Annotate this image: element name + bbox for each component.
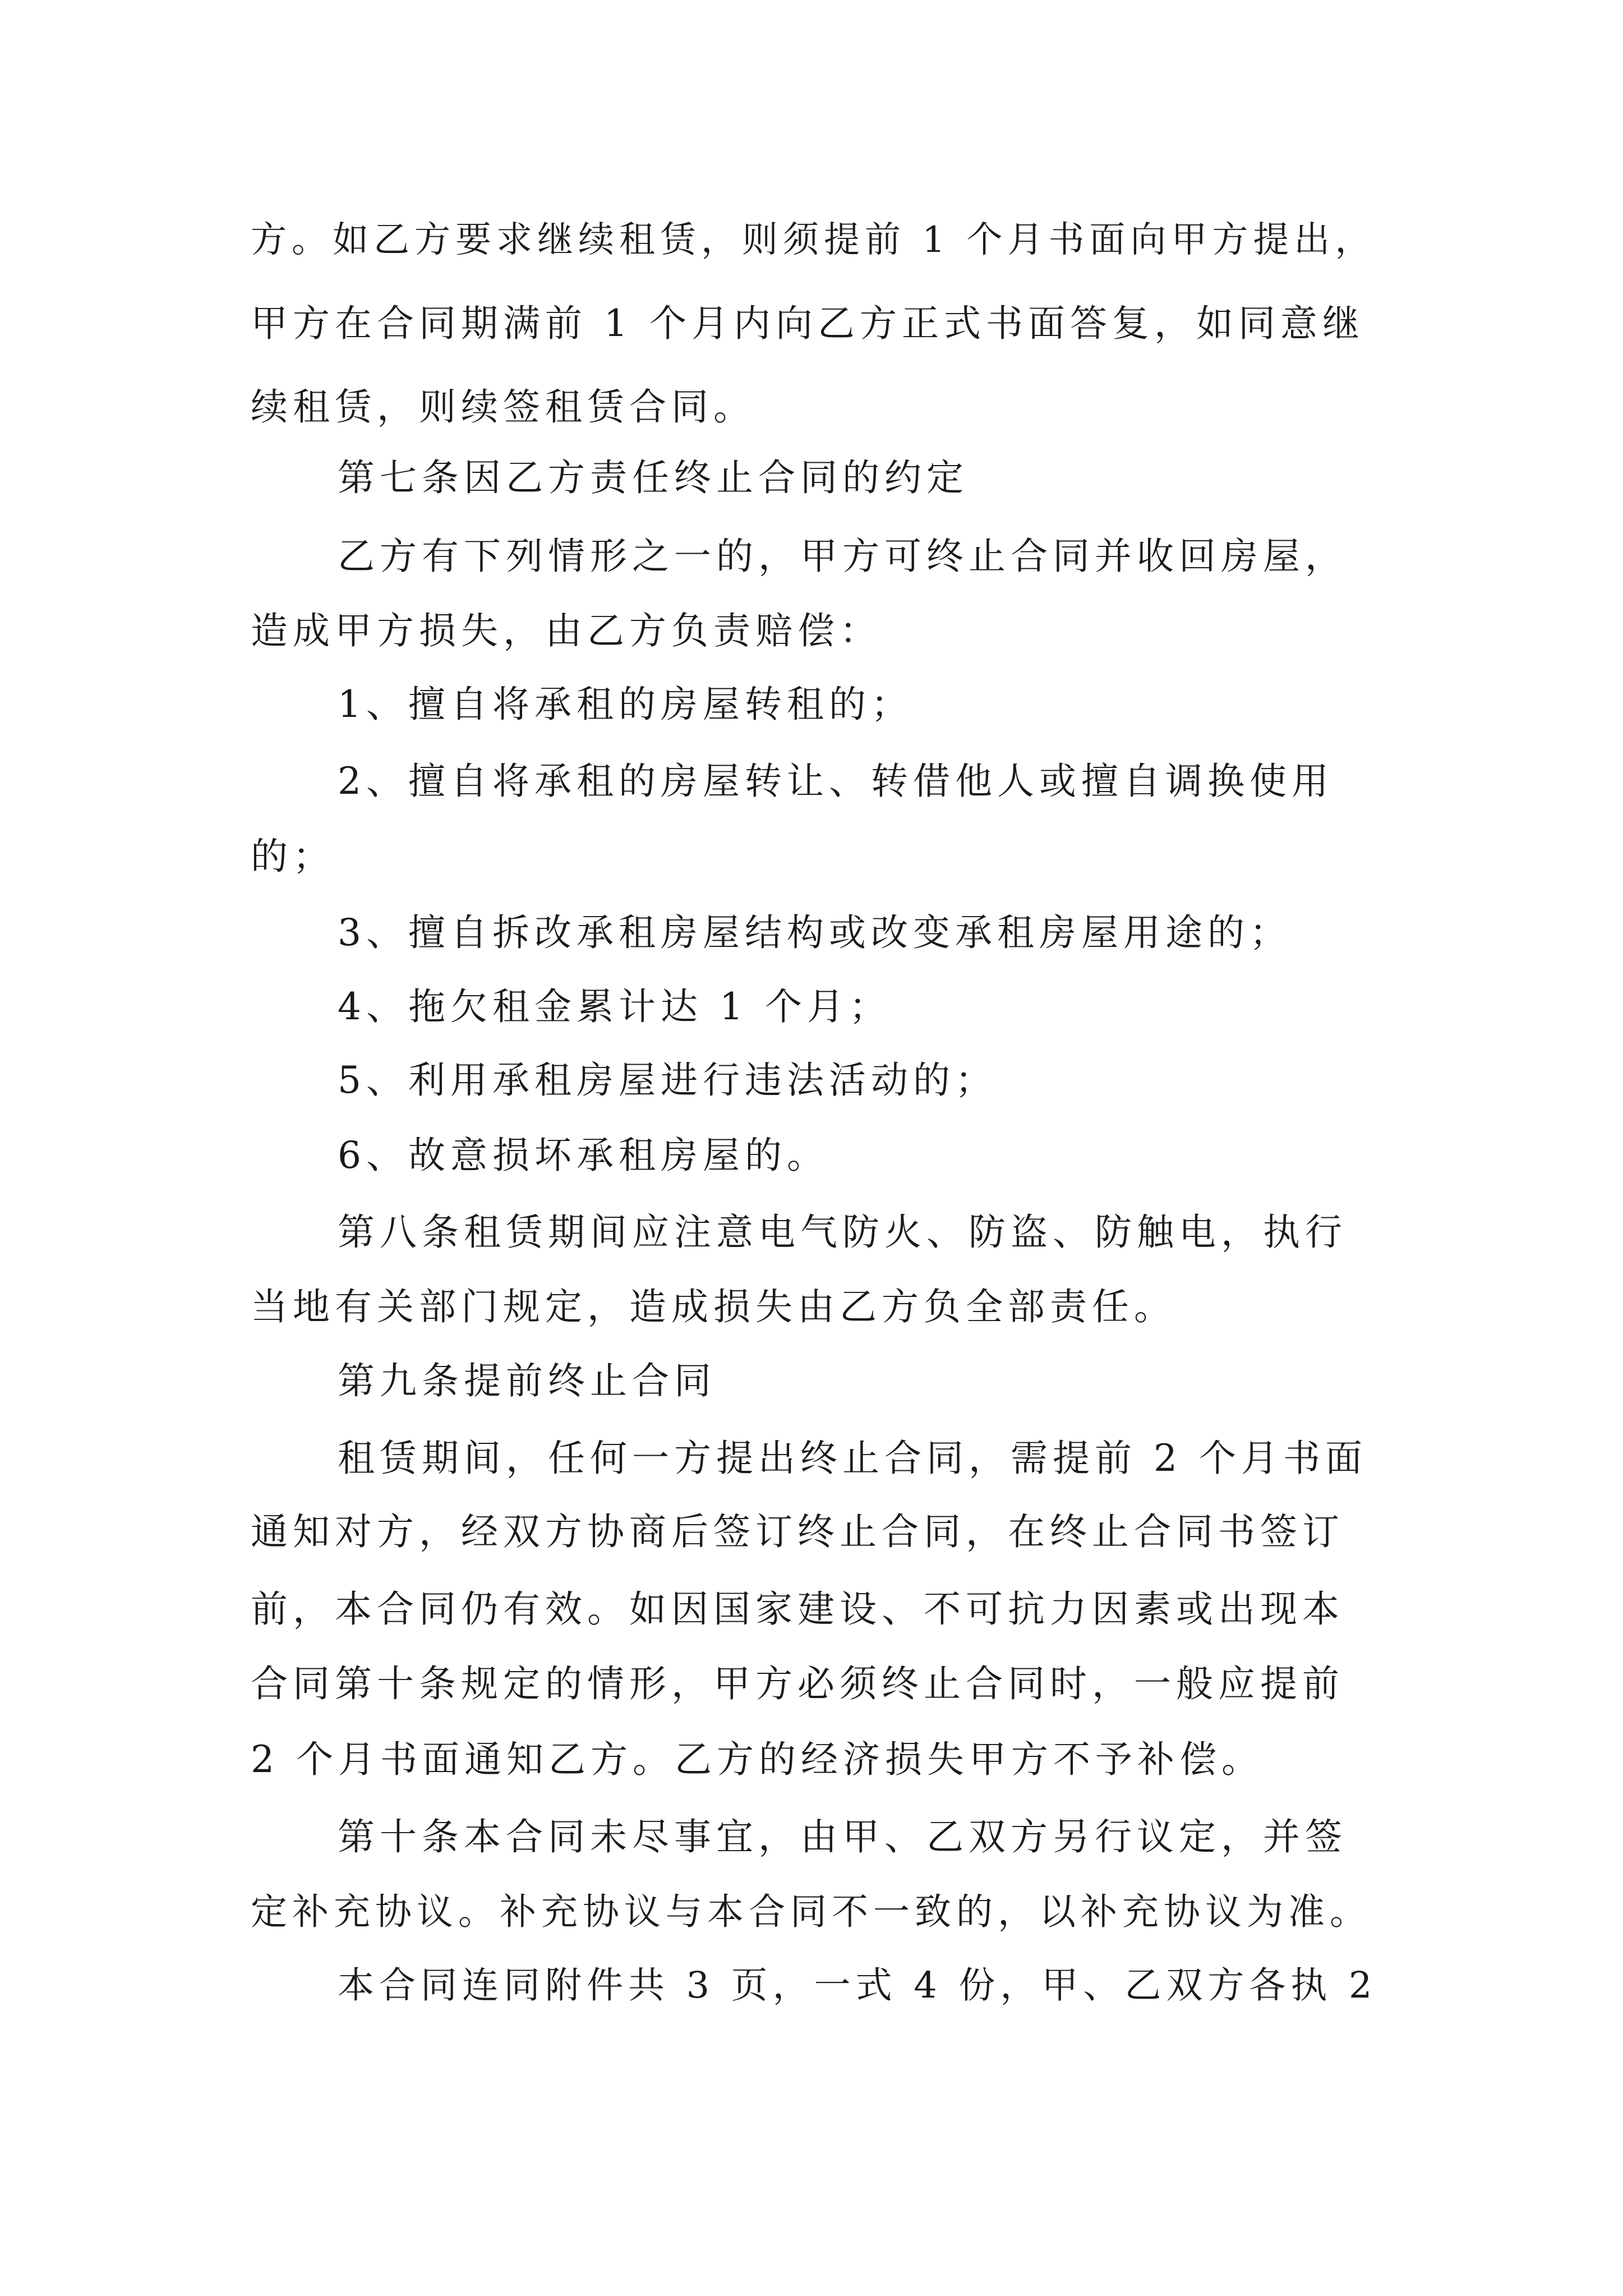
section-heading: 第八条租赁期间应注意电气防火、防盗、防触电，执行 — [338, 1211, 1347, 1254]
text-line: 定补充协议。补充协议与本合同不一致的，以补充协议为准。 — [251, 1891, 1372, 1933]
list-item: 5、利用承租房屋进行违法活动的； — [338, 1059, 997, 1102]
text-line: 当地有关部门规定，造成损失由乙方负全部责任。 — [251, 1285, 1176, 1328]
text-line: 本合同连同附件共 3 页，一式 4 份，甲、乙双方各执 2 — [338, 1964, 1377, 2007]
text-line: 的； — [251, 835, 335, 878]
text-line: 前，本合同仍有效。如因国家建设、不可抗力因素或出现本 — [251, 1588, 1344, 1631]
text-line: 租赁期间，任何一方提出终止合同，需提前 2 个月书面 — [338, 1437, 1367, 1480]
text-line: 通知对方，经双方协商后签订终止合同，在终止合同书签订 — [251, 1510, 1344, 1553]
text-line: 造成甲方损失，由乙方负责赔偿： — [251, 609, 882, 652]
section-heading: 第九条提前终止合同 — [338, 1359, 716, 1402]
list-item: 4、拖欠租金累计达 1 个月； — [338, 985, 891, 1028]
section-heading: 第十条本合同未尽事宜，由甲、乙双方另行议定，并签 — [338, 1815, 1347, 1858]
list-item: 6、故意损坏承租房屋的。 — [338, 1134, 829, 1177]
text-line: 乙方有下列情形之一的，甲方可终止合同并收回房屋， — [338, 535, 1347, 578]
list-item: 1、擅自将承租的房屋转租的； — [338, 683, 913, 726]
text-line: 合同第十条规定的情形，甲方必须终止合同时，一般应提前 — [251, 1662, 1344, 1705]
section-heading: 第七条因乙方责任终止合同的约定 — [338, 456, 969, 499]
text-line: 甲方在合同期满前 1 个月内向乙方正式书面答复，如同意继 — [251, 302, 1364, 345]
text-line: 2 个月书面通知乙方。乙方的经济损失甲方不予补偿。 — [251, 1738, 1264, 1781]
text-line: 续租赁，则续签租赁合同。 — [251, 385, 755, 429]
list-item: 3、擅自拆改承租房屋结构或改变承租房屋用途的； — [338, 911, 1292, 954]
list-item: 2、擅自将承租的房屋转让、转借他人或擅自调换使用 — [338, 760, 1334, 803]
text-line: 方。如乙方要求继续租赁，则须提前 1 个月书面向甲方提出， — [251, 219, 1376, 261]
